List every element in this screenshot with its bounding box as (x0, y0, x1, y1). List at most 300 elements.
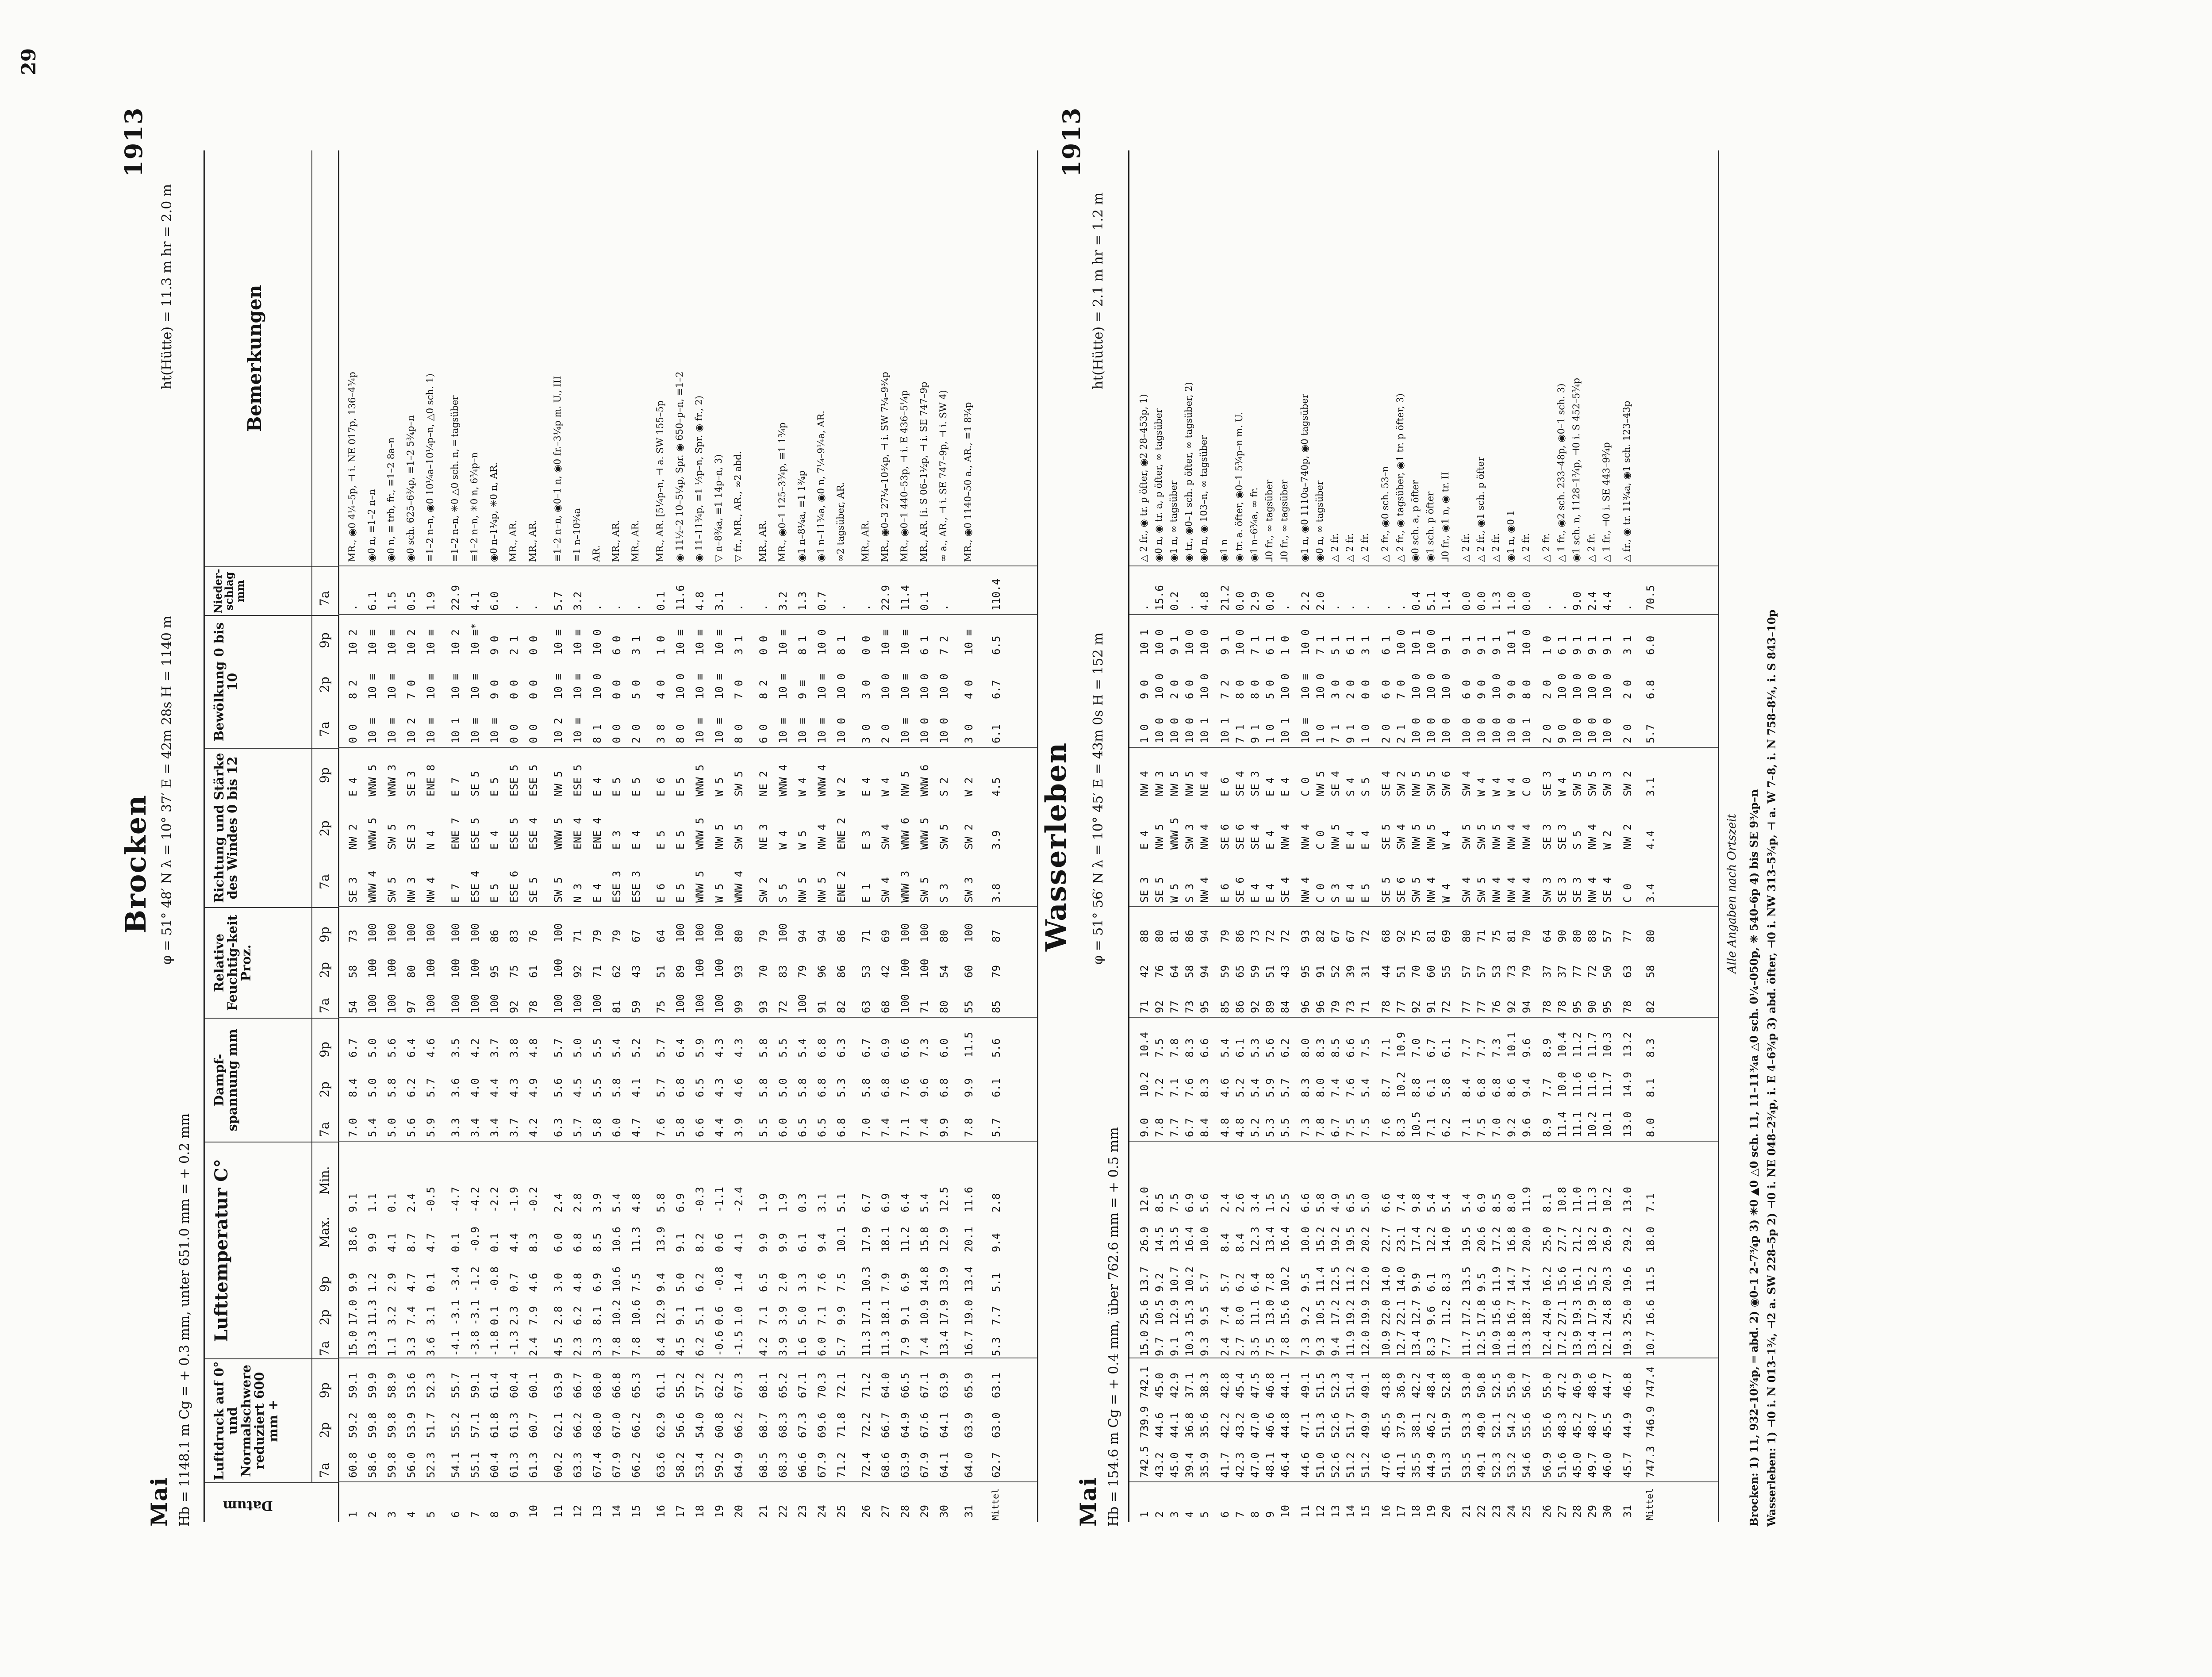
value-cell: 4.6 (425, 1038, 437, 1058)
value-cell: 84 (1279, 1000, 1291, 1013)
value-cell: 5.0 (366, 1078, 379, 1097)
value-cell: 9.3 (1314, 1337, 1327, 1356)
remark-cell: MR., AR. (757, 520, 768, 562)
table-row (488, 150, 501, 1522)
remark-cell: ⅃0 fr., ◉1 n, ◉ tr. II (1440, 472, 1451, 562)
day-cell: 11 (1299, 1505, 1312, 1518)
value-cell: 10 0 (1183, 718, 1196, 743)
value-cell: 100 (386, 923, 398, 942)
value-cell: 7.6 (655, 1118, 667, 1137)
value-cell: 83 (777, 965, 789, 978)
value-cell: E 4 (1279, 777, 1291, 796)
value-cell: NW 4 (1521, 824, 1533, 850)
value-cell: 9.1 (674, 1306, 687, 1325)
value-cell: 100 (386, 994, 398, 1013)
table-row (1475, 150, 1488, 1522)
value-cell: 54 (347, 1000, 359, 1013)
day-cell: 14 (1344, 1505, 1357, 1518)
value-cell: 91 (816, 1000, 828, 1013)
value-cell: 47.5 (1249, 1373, 1261, 1398)
value-cell: 10 ≡ (552, 629, 565, 655)
value-cell: 24.0 (1541, 1300, 1553, 1325)
value-cell: 60.8 (347, 1452, 359, 1478)
value-cell: 11.6 (674, 585, 687, 611)
value-cell: 5.3 (1264, 1118, 1276, 1137)
value-cell: 8.4 (1198, 1118, 1211, 1137)
value-cell: 93 (1299, 930, 1312, 942)
value-cell: 10 ≡ (488, 718, 501, 743)
value-cell: 7 2 (1219, 680, 1231, 699)
value-cell: 1.9 (757, 1193, 770, 1212)
value-cell: 10.2 (611, 1300, 623, 1325)
value-cell: 10.6 (611, 1266, 623, 1292)
value-cell: 10.9 (1395, 1032, 1407, 1058)
value-cell: NW 5 (1153, 824, 1166, 850)
value-cell: 10 1 (1219, 718, 1231, 743)
value-cell: 10 ≡ (674, 629, 687, 655)
value-cell: 35.6 (1198, 1412, 1211, 1438)
value-cell: 8.4 (655, 1337, 667, 1356)
value-cell: 9.5 (1475, 1273, 1488, 1292)
value-cell: 18.1 (879, 1227, 892, 1252)
value-cell: 8.9 (1541, 1038, 1553, 1058)
value-cell: 4.1 (386, 1233, 398, 1252)
value-cell: 2 0 (1344, 680, 1357, 699)
value-cell: 1.9 (425, 591, 437, 611)
value-cell: 16.4 (1279, 1227, 1291, 1252)
value-cell: 53.5 (1460, 1452, 1473, 1478)
remark-cell: ◉1 sch. n, 1128–1¾p, ⊣0 i. S 452–5¾p (1571, 377, 1582, 562)
subheader-cell: 9p (317, 1276, 332, 1292)
value-cell: 15.0 (347, 1331, 359, 1356)
value-cell: 58.6 (366, 1452, 379, 1478)
value-cell: 16.4 (1183, 1227, 1196, 1252)
value-cell: 62.2 (713, 1373, 726, 1398)
value-cell: SE 3 (1138, 877, 1151, 903)
value-cell: 22.1 (1395, 1300, 1407, 1325)
value-cell: WNW 5 (694, 764, 706, 796)
value-cell: 3.2 (572, 591, 584, 611)
value-cell: 52.3 (1329, 1373, 1342, 1398)
value-cell: -3.1 (449, 1300, 462, 1325)
value-cell: 91 (1314, 965, 1327, 978)
day-cell: 28 (1571, 1505, 1583, 1518)
value-cell: 53 (860, 965, 872, 978)
value-cell: 5.4 (611, 1038, 623, 1058)
value-cell: 100 (425, 923, 437, 942)
value-cell: 52.3 (425, 1373, 437, 1398)
value-cell: 0 0 (527, 724, 540, 743)
value-cell: 8 1 (835, 635, 848, 655)
value-cell: 68.3 (777, 1412, 789, 1438)
value-cell: NW 5 (1314, 771, 1327, 796)
value-cell: 5.8 (860, 1078, 872, 1097)
value-cell: 6.8 (572, 1233, 584, 1252)
value-cell: 1.1 (366, 1193, 379, 1212)
value-cell: 0.0 (1521, 591, 1533, 611)
value-cell: 77 (1395, 1000, 1407, 1013)
value-cell: 7.9 (899, 1337, 911, 1356)
subheader-cell: 7a (317, 591, 332, 606)
value-cell: 76 (527, 930, 540, 942)
value-cell: 2.3 (572, 1337, 584, 1356)
value-cell: 6 1 (1344, 635, 1357, 655)
value-cell: 64.0 (963, 1452, 975, 1478)
value-cell: 26.9 (1601, 1227, 1613, 1252)
value-cell: 12.0 (1138, 1187, 1151, 1212)
value-cell: 0.4 (1410, 591, 1422, 611)
value-cell: 57.2 (694, 1373, 706, 1398)
value-cell: 14.0 (1380, 1266, 1392, 1292)
value-cell: 11.1 (1249, 1300, 1261, 1325)
mean-cell: 87 (990, 930, 1002, 942)
value-cell: 2.4 (405, 1193, 418, 1212)
value-cell: 11.7 (1601, 1072, 1613, 1097)
value-cell: 10 0 (1410, 673, 1422, 699)
value-cell: 35.5 (1410, 1452, 1422, 1478)
value-cell: 100 (899, 923, 911, 942)
value-cell: 50.8 (1475, 1373, 1488, 1398)
value-cell: SE 5 (1380, 824, 1392, 850)
value-cell: 100 (552, 923, 565, 942)
value-cell: C 0 (1314, 830, 1327, 850)
value-cell: SW 5 (1460, 824, 1473, 850)
value-cell: 6 0 (611, 635, 623, 655)
value-cell: 80 (938, 930, 950, 942)
value-cell: E 5 (1359, 883, 1372, 903)
value-cell: 42.3 (1234, 1452, 1246, 1478)
value-cell: 10 2 (405, 629, 418, 655)
value-cell: 7.8 (963, 1118, 975, 1137)
value-cell: 75 (1410, 930, 1422, 942)
day-cell: 13 (1329, 1505, 1342, 1518)
value-cell: 49.1 (1475, 1452, 1488, 1478)
value-cell: WNW 5 (366, 764, 379, 796)
value-cell: 58 (347, 965, 359, 978)
remark-cell: ≡1–2 n–n, ◉0 10¼a–10¼p–n, △0 sch. 1) (425, 373, 435, 562)
value-cell: 11.5 (963, 1032, 975, 1058)
value-cell: E 6 (655, 883, 667, 903)
value-cell: 4.6 (733, 1078, 745, 1097)
value-cell: 60.8 (713, 1412, 726, 1438)
value-cell: 4.2 (469, 1038, 481, 1058)
value-cell: 1.3 (1490, 591, 1503, 611)
value-cell: 10 0 (1460, 718, 1473, 743)
value-cell: 6.4 (1249, 1273, 1261, 1292)
value-cell: 11.2 (1440, 1300, 1452, 1325)
day-cell: 4 (405, 1511, 418, 1518)
value-cell: 8.4 (1460, 1078, 1473, 1097)
value-cell: 11.6 (1571, 1072, 1583, 1097)
value-cell: 4.5 (572, 1078, 584, 1097)
value-cell: 100 (425, 994, 437, 1013)
mean-cell: 70.5 (1644, 585, 1657, 611)
value-cell: 9.4 (655, 1273, 667, 1292)
value-cell: 16.2 (1541, 1266, 1553, 1292)
value-cell: 6 0 (757, 724, 770, 743)
value-cell: 5.4 (611, 1193, 623, 1212)
table-row (1425, 150, 1438, 1522)
value-cell: 8.1 (591, 1306, 603, 1325)
value-cell: 8.2 (694, 1233, 706, 1252)
value-cell: 80 (405, 965, 418, 978)
value-cell: 96 (1299, 1000, 1312, 1013)
month-wasserleben: Mai (1075, 1477, 1101, 1527)
value-cell: 10 ≡ (572, 629, 584, 655)
value-cell: 8.3 (527, 1233, 540, 1252)
value-cell: 10.9 (918, 1300, 931, 1325)
mean-cell: 82 (1644, 1000, 1657, 1013)
value-cell: 66.2 (630, 1412, 642, 1438)
value-cell: 67.9 (918, 1452, 931, 1478)
value-cell: 6 1 (918, 635, 931, 655)
value-cell: 52 (1329, 965, 1342, 978)
value-cell: 9.0 (1138, 1118, 1151, 1137)
value-cell: 10.2 (1279, 1266, 1291, 1292)
day-cell: 18 (1410, 1505, 1422, 1518)
value-cell: 51.7 (1344, 1412, 1357, 1438)
mean-cell: 63.0 (990, 1412, 1002, 1438)
month-brocken: Mai (146, 1477, 172, 1527)
value-cell: 6.7 (1183, 1118, 1196, 1137)
value-cell: 11.3 (630, 1227, 642, 1252)
value-cell: 78 (1621, 1000, 1634, 1013)
value-cell: 5.0 (1359, 1193, 1372, 1212)
value-cell: 5.6 (552, 1078, 565, 1097)
value-cell: 39 (1344, 965, 1357, 978)
value-cell: 73 (347, 930, 359, 942)
value-cell: 10 0 (1475, 718, 1488, 743)
value-cell: 46.2 (1425, 1412, 1437, 1438)
value-cell: 55.1 (469, 1452, 481, 1478)
value-cell: 68.3 (777, 1452, 789, 1478)
value-cell: 10 0 (1440, 718, 1452, 743)
value-cell: 7.0 (860, 1118, 872, 1137)
value-cell: 83 (508, 930, 520, 942)
col-temp: Lufttemperatur C° (205, 1142, 338, 1358)
value-cell: 8.3 (1299, 1078, 1312, 1097)
value-cell: 6.1 (796, 1233, 809, 1252)
value-cell: 8.3 (1395, 1118, 1407, 1137)
value-cell: 80 (938, 1000, 950, 1013)
value-cell: 12.5 (938, 1187, 950, 1212)
value-cell: 10 1 (1138, 629, 1151, 655)
table-row (1490, 150, 1503, 1522)
value-cell: 10.2 (1395, 1072, 1407, 1097)
day-cell: 4 (1183, 1511, 1196, 1518)
value-cell: NW 4 (1299, 877, 1312, 903)
value-cell: 10 ≡ (425, 673, 437, 699)
value-cell: 79 (1521, 965, 1533, 978)
value-cell: 5.5 (777, 1038, 789, 1058)
subheader-cell: 2p (317, 1422, 332, 1438)
value-cell: 1.5 (1264, 1193, 1276, 1212)
value-cell: 6.4 (899, 1193, 911, 1212)
mean-cell: 3.1 (1644, 777, 1657, 796)
value-cell: SW 2 (1395, 771, 1407, 796)
value-cell: 8 0 (674, 724, 687, 743)
value-cell: 5.6 (1198, 1193, 1211, 1212)
remark-cell: ◉0 n–1¼p, ✳0 n, AR. (488, 462, 499, 562)
value-cell: SE 3 (405, 771, 418, 796)
value-cell: 0 0 (611, 724, 623, 743)
value-cell: 8.5 (1153, 1193, 1166, 1212)
value-cell: . (611, 604, 623, 611)
value-cell: 50 (1601, 965, 1613, 978)
value-cell: N 3 (572, 883, 584, 903)
value-cell: 10 ≡ (713, 629, 726, 655)
value-cell: C 0 (1621, 883, 1634, 903)
value-cell: S 4 (1344, 777, 1357, 796)
value-cell: 3.5 (1249, 1337, 1261, 1356)
value-cell: E 4 (591, 883, 603, 903)
value-cell: 67.4 (591, 1452, 603, 1478)
column-rule (1129, 906, 1718, 907)
value-cell: 57 (1460, 965, 1473, 978)
value-cell: . (860, 604, 872, 611)
value-cell: 2.7 (1234, 1337, 1246, 1356)
value-cell: 68.0 (591, 1373, 603, 1398)
value-cell: ESE 5 (572, 764, 584, 796)
value-cell: 77 (1460, 1000, 1473, 1013)
value-cell: 5.8 (796, 1078, 809, 1097)
value-cell: 100 (552, 994, 565, 1013)
subheader-cell: 2p (317, 1309, 332, 1325)
value-cell: 76 (1153, 965, 1166, 978)
value-cell: WNW 4 (816, 764, 828, 796)
mean-label: Mittel (990, 1488, 1001, 1520)
value-cell: 4.8 (572, 1273, 584, 1292)
value-cell: 92 (1505, 1000, 1518, 1013)
value-cell: WNW 5 (1168, 817, 1181, 850)
value-cell: 4.3 (713, 1038, 726, 1058)
value-cell: NW 5 (899, 771, 911, 796)
value-cell: SW 5 (386, 877, 398, 903)
value-cell: 3.1 (713, 591, 726, 611)
value-cell: 0.0 (1234, 591, 1246, 611)
value-cell: 6.0 (611, 1118, 623, 1137)
value-cell: 1.0 (733, 1306, 745, 1325)
value-cell: 4.7 (425, 1233, 437, 1252)
value-cell: 77 (1621, 930, 1634, 942)
value-cell: 10 ≡ (899, 673, 911, 699)
table-row (963, 150, 975, 1522)
table-row (1601, 150, 1614, 1522)
value-cell: . (733, 604, 745, 611)
value-cell: 7.4 (879, 1118, 892, 1137)
mean-cell: 16.6 (1644, 1300, 1657, 1325)
value-cell: 10 0 (591, 629, 603, 655)
value-cell: 100 (449, 994, 462, 1013)
value-cell: 94 (796, 930, 809, 942)
day-cell: 25 (1521, 1505, 1533, 1518)
value-cell: 20.0 (1521, 1227, 1533, 1252)
table-row (1329, 150, 1342, 1522)
subheader-cell: 7a (317, 1462, 332, 1478)
value-cell: 10 1 (449, 718, 462, 743)
day-cell: 21 (757, 1505, 770, 1518)
value-cell: E 4 (591, 777, 603, 796)
value-cell: 10 0 (1521, 629, 1533, 655)
value-cell: 5.8 (674, 1118, 687, 1137)
table-row (1138, 150, 1151, 1522)
value-cell: 100 (796, 994, 809, 1013)
value-cell: 81 (1168, 930, 1181, 942)
value-cell: E 3 (860, 830, 872, 850)
value-cell: 9.9 (835, 1306, 848, 1325)
value-cell: 6.0 (777, 1118, 789, 1137)
value-cell: 64.9 (733, 1452, 745, 1478)
value-cell: 37 (1541, 965, 1553, 978)
value-cell: 11.3 (1586, 1187, 1598, 1212)
value-cell: 6.9 (1183, 1193, 1196, 1212)
value-cell: 10 0 (879, 673, 892, 699)
value-cell: 7.1 (816, 1306, 828, 1325)
value-cell: W 5 (713, 883, 726, 903)
value-cell: 5.7 (1198, 1273, 1211, 1292)
value-cell: 51.2 (1344, 1452, 1357, 1478)
value-cell: ENE 2 (835, 817, 848, 850)
value-cell: 88 (1586, 930, 1598, 942)
table-row (347, 150, 360, 1522)
value-cell: 99 (733, 1000, 745, 1013)
value-cell: SW 3 (1183, 824, 1196, 850)
table-row (899, 150, 912, 1522)
value-cell: 10 ≡ (552, 673, 565, 699)
value-cell: 13.3 (366, 1331, 379, 1356)
value-cell: -2.4 (733, 1187, 745, 1212)
value-cell: 3 8 (655, 724, 667, 743)
value-cell: 26.9 (1138, 1227, 1151, 1252)
value-cell: 3.6 (425, 1337, 437, 1356)
value-cell: 10 ≡ (963, 629, 975, 655)
value-cell: . (508, 604, 520, 611)
mean-cell: 7.7 (990, 1306, 1002, 1325)
value-cell: 6.4 (405, 1038, 418, 1058)
value-cell: 72 (1264, 930, 1276, 942)
value-cell: 7.8 (630, 1337, 642, 1356)
value-cell: 100 (713, 958, 726, 978)
table-row (1586, 150, 1599, 1522)
value-cell: 8.5 (1490, 1193, 1503, 1212)
day-cell: 20 (1440, 1505, 1452, 1518)
value-cell: 12.4 (1541, 1331, 1553, 1356)
value-cell: 3.9 (777, 1306, 789, 1325)
value-cell: 45.0 (1153, 1373, 1166, 1398)
value-cell: 6.8 (816, 1038, 828, 1058)
value-cell: 3.3 (591, 1337, 603, 1356)
value-cell: SW 4 (879, 877, 892, 903)
value-cell: 72 (1586, 965, 1598, 978)
value-cell: 10.5 (1410, 1112, 1422, 1137)
value-cell: 46.6 (1264, 1412, 1276, 1438)
value-cell: 0.0 (1460, 591, 1473, 611)
remark-cell: MR., ◉0 1140–50 a., AR., ≡1 8¾p (963, 402, 973, 562)
value-cell: 6.2 (694, 1273, 706, 1292)
mean-cell: 79 (990, 965, 1002, 978)
value-cell: 2.9 (1249, 591, 1261, 611)
value-cell: 7.3 (1490, 1038, 1503, 1058)
value-cell: 29.2 (1621, 1227, 1634, 1252)
footnotes-brocken: Brocken: 1) 11, 932–10¾p, ═ abd. 2) ◉0–1 2–7¾p 3) ✳0 ▲0 △0 sch. 11, 11–11¾a △0 sch. 0¼–050p, ✳ 540–6p 4) bis SE 9¾p–n (1747, 789, 1760, 1527)
value-cell: 18.1 (879, 1300, 892, 1325)
value-cell: E 1 (860, 883, 872, 903)
wasserleben-table (1128, 150, 1719, 1522)
value-cell: 0.1 (488, 1306, 501, 1325)
value-cell: 4 0 (963, 680, 975, 699)
value-cell: 45.5 (1380, 1412, 1392, 1438)
value-cell: 37.9 (1395, 1412, 1407, 1438)
